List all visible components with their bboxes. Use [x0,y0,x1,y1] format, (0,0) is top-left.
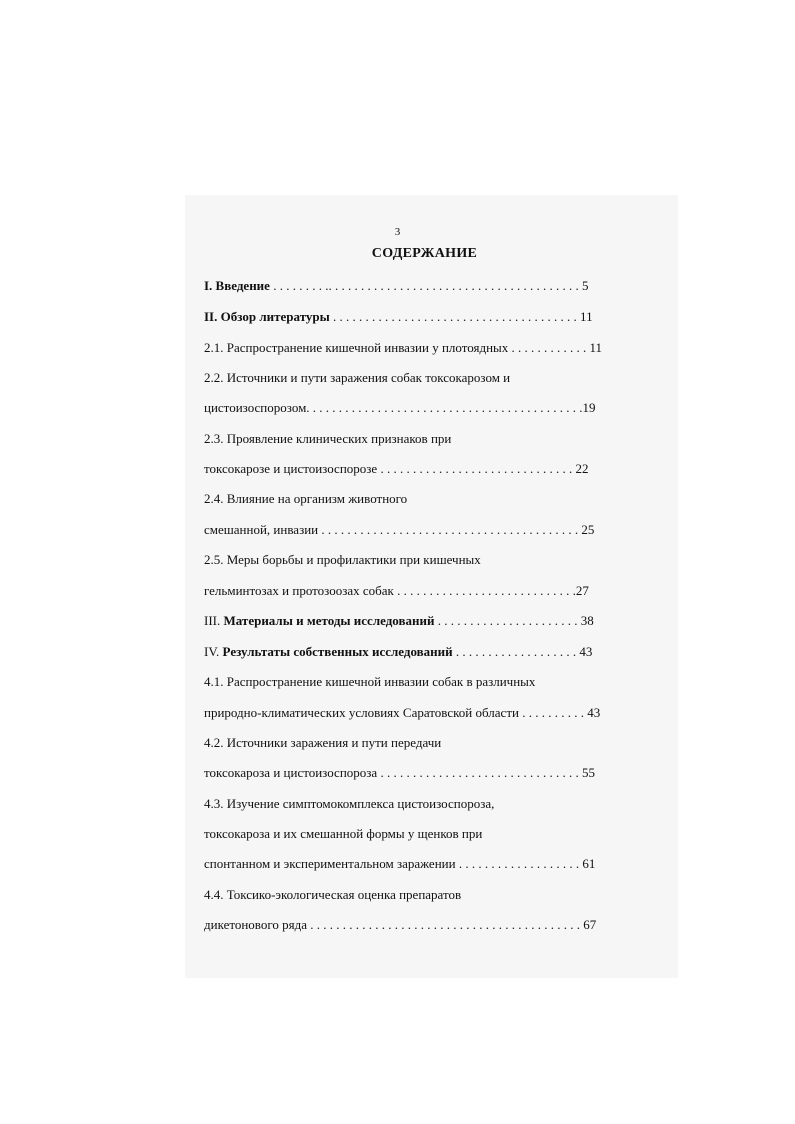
page-number: 3 [394,226,401,238]
toc-entry [204,490,407,508]
toc-entry [204,339,602,357]
toc-entry-text: I. Введение [204,278,270,293]
toc-entry-text: 2.1. Распространение кишечной инвазии у плотоядных . . . . . . . . . . . . 11 [204,340,603,355]
toc-entry-text: гельминтозах и протозоозах собак . . . . . . . . . . . . . . . . . . . . . . . . . . . .27 [204,583,589,598]
toc-entry [204,277,588,295]
toc-entry [204,886,461,904]
toc-entry-text: Материалы и методы исследований [223,613,435,628]
toc-entry-text: токсокароза и их смешанной формы у щенков при [204,826,483,841]
toc-entry-text: токсокарозе и цистоизоспорозе . . . . . . . . . . . . . . . . . . . . . . . . . . . . . . 22 [204,461,589,476]
toc-entry-text: 2.3. Проявление клинических признаков при [204,431,452,446]
toc-entry [204,308,593,326]
toc-entry [204,916,596,934]
toc-entry [204,369,510,387]
toc-entry-text: 4.3. Изучение симптомокомплекса цистоизоспороза, [204,796,495,811]
toc-entry-text: 4.4. Токсико-экологическая оценка препаратов [204,887,462,902]
toc-entry-text: . . . . . . . . . . . . . . . . . . . . . . 38 [434,613,594,628]
toc-entry [204,855,595,873]
toc-entry-text: спонтанном и экспериментальном заражении . . . . . . . . . . . . . . . . . . . 61 [204,856,596,871]
toc-entry-text: 2.2. Источники и пути заражения собак токсокарозом и [204,370,511,385]
toc-entry [204,460,588,478]
toc-entry [204,430,451,448]
toc-entry-text: Результаты собственных исследований [222,644,453,659]
toc-entry [204,612,594,630]
toc-entry [204,399,596,417]
toc-entry-text: 2.4. Влияние на организм животного [204,491,408,506]
toc-entry [204,582,589,600]
toc-entry-text: II. Обзор литературы [204,309,330,324]
toc-entry-text: . . . . . . . . . . . . . . . . . . . 43 [452,644,593,659]
toc-entry-text: 4.1. Распространение кишечной инвазии собак в различных [204,674,536,689]
toc-entry-text: IV. [204,644,223,659]
toc-entry [204,795,494,813]
toc-entry [204,734,441,752]
page-title: СОДЕРЖАНИЕ [371,246,478,261]
toc-entry [204,704,600,722]
toc-entry-text: смешанной, инвазии . . . . . . . . . . . . . . . . . . . . . . . . . . . . . . . . . . . . . . . . 25 [204,522,595,537]
toc-entry [204,764,595,782]
toc-entry [204,521,594,539]
toc-entry [204,825,482,843]
toc-entry-text: . . . . . . . . . . . . . . . . . . . . . . . . . . . . . . . . . . . . . . 11 [329,309,593,324]
toc-entry-text: III. [204,613,224,628]
toc-entry [204,673,535,691]
toc-entry [204,551,481,569]
toc-entry-text: 4.2. Источники заражения и пути передачи [204,735,442,750]
toc-entry-text: . . . . . . . . .. . . . . . . . . . . . . . . . . . . . . . . . . . . . . . . . . . . . . . . 5 [269,278,589,293]
toc-entry-text: дикетонового ряда . . . . . . . . . . . . . . . . . . . . . . . . . . . . . . . . . . . . . . . . . . 67 [204,917,597,932]
toc-entry-text: токсокароза и цистоизоспороза . . . . . . . . . . . . . . . . . . . . . . . . . . . . . . . 55 [204,765,595,780]
toc-entry [204,643,592,661]
toc-entry-text: природно-климатических условиях Саратовской области . . . . . . . . . . 43 [204,705,601,720]
toc-entry-text: 2.5. Меры борьбы и профилактики при кишечных [204,552,481,567]
toc-entry-text: цистоизоспорозом. . . . . . . . . . . . . . . . . . . . . . . . . . . . . . . . . . . . . . . . . . .19 [204,400,596,415]
